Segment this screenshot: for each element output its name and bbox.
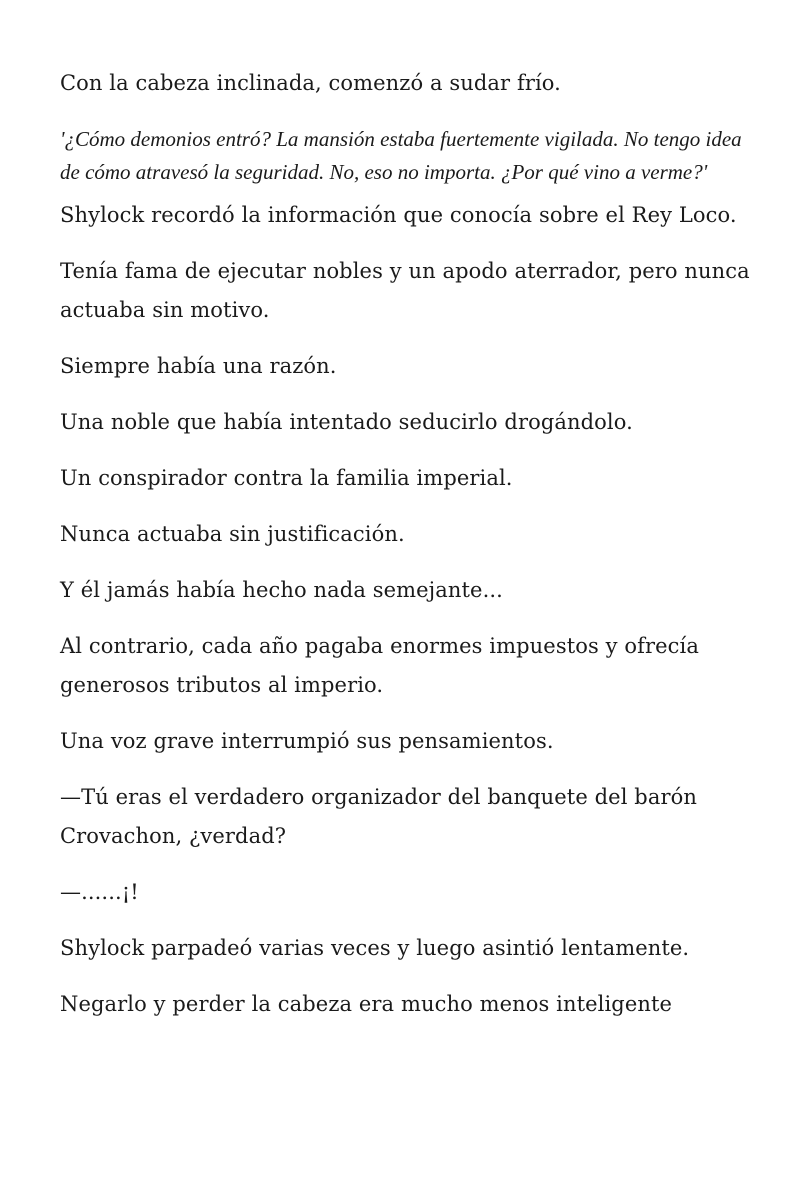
paragraph: Y él jamás había hecho nada semejante... — [60, 578, 503, 602]
paragraph: Una noble que había intentado seducirlo drogándolo. — [60, 410, 633, 434]
inner-thought-paragraph: '¿Cómo demonios entró? La mansión estaba fuertemente vigilada. No tengo idea de cómo atravesó la seguridad. No, eso no importa. ¿Por qué vino a verme?' — [60, 127, 742, 184]
paragraph: Negarlo y perder la cabeza era mucho menos inteligente — [60, 992, 673, 1016]
document-page — [60, 64, 750, 1041]
dialogue-paragraph: —Tú eras el verdadero organizador del banquete del barón Crovachon, ¿verdad? — [60, 785, 697, 848]
paragraph: Un conspirador contra la familia imperial. — [60, 466, 513, 490]
paragraph: Siempre había una razón. — [60, 354, 337, 378]
paragraph: Shylock recordó la información que conocía sobre el Rey Loco. — [60, 203, 737, 227]
paragraph: Una voz grave interrumpió sus pensamientos. — [60, 729, 554, 753]
paragraph: Tenía fama de ejecutar nobles y un apodo aterrador, pero nunca actuaba sin motivo. — [60, 259, 750, 322]
paragraph: Con la cabeza inclinada, comenzó a sudar frío. — [60, 71, 561, 95]
paragraph: Shylock parpadeó varias veces y luego asintió lentamente. — [60, 936, 690, 960]
paragraph: Al contrario, cada año pagaba enormes impuestos y ofrecía generosos tributos al imperio. — [60, 634, 699, 697]
paragraph: Nunca actuaba sin justificación. — [60, 522, 405, 546]
dialogue-paragraph: —......¡! — [60, 880, 139, 904]
